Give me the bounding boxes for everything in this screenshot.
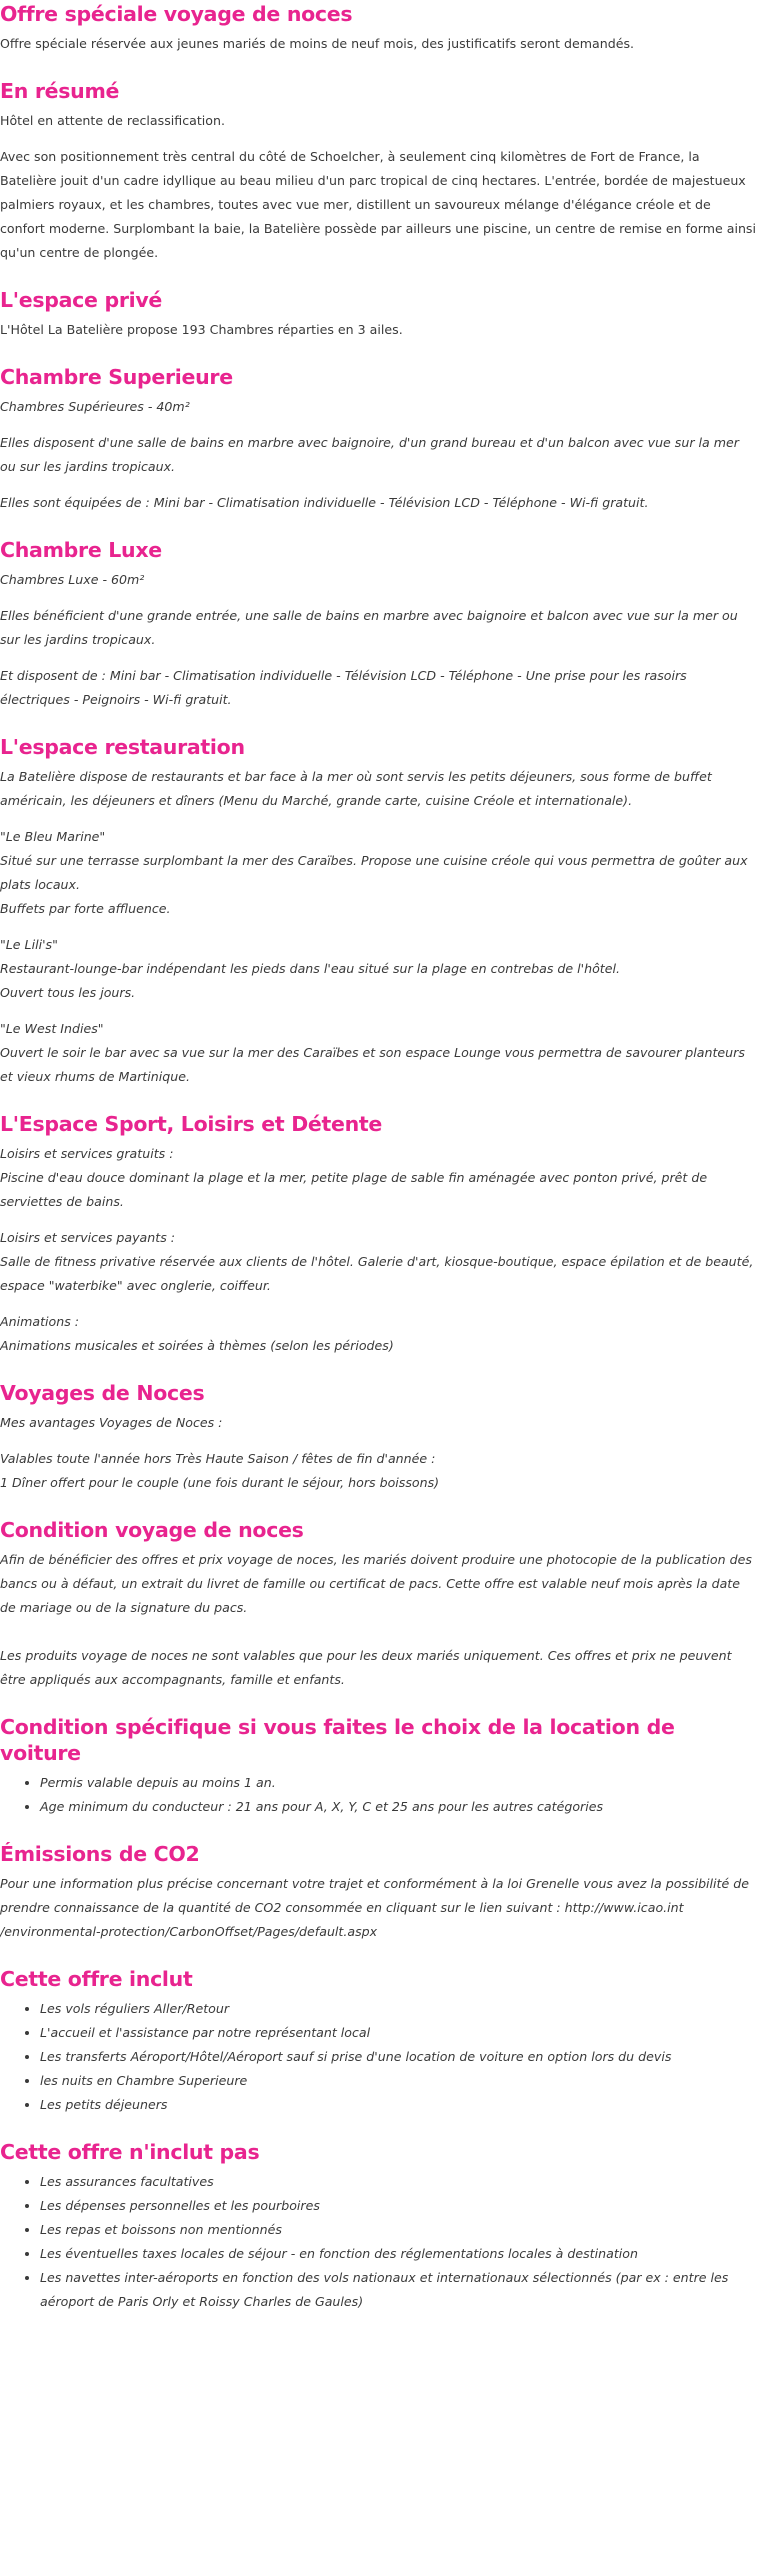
restaurant-bleu-marine xyxy=(0,825,758,921)
section-text: Avec son positionnement très central du côté de Schoelcher, à seulement cinq kilomètres de Fort de France, la Batelière jouit d'un cadre idyllique au beau milieu d'un parc tropical de cinq hectares. L'entrée, bordée de majestueux palmiers royaux, et les chambres, toutes avec vue mer, distillent un savoureux mélange d'élégance créole et de confort moderne. Surplombant la baie, la Batelière possède par ailleurs une piscine, un centre de remise en forme ainsi qu'un centre de plongée. xyxy=(0,149,756,260)
restaurant-west-indies xyxy=(0,1017,758,1089)
section-condition-noces xyxy=(0,1517,758,1692)
section-title: L'Espace Sport, Loisirs et Détente xyxy=(0,1112,383,1136)
list-item: • Les dépenses personnelles et les pourboires xyxy=(40,2194,758,2218)
leisure-label: Animations : xyxy=(0,1314,80,1329)
list-item: • Age minimum du conducteur : 21 ans pour A, X, Y, C et 25 ans pour les autres catégories xyxy=(40,1795,758,1819)
list-item: • Les transferts Aéroport/Hôtel/Aéroport sauf si prise d'une location de voiture en option lors du devis xyxy=(40,2045,758,2069)
restaurant-note: Ouvert tous les jours. xyxy=(0,985,136,1000)
leisure-animations xyxy=(0,1310,758,1358)
leisure-label: Loisirs et services payants : xyxy=(0,1230,175,1245)
list-item: • les nuits en Chambre Superieure xyxy=(40,2069,758,2093)
list-item: • L'accueil et l'assistance par notre représentant local xyxy=(40,2021,758,2045)
section-restauration xyxy=(0,734,758,1089)
section-chambre-luxe xyxy=(0,537,758,712)
list-item: • Les repas et boissons non mentionnés xyxy=(40,2218,758,2242)
section-location-voiture xyxy=(0,1714,758,1819)
section-offre-ninclut-pas xyxy=(0,2139,758,2314)
room-equipment: Elles sont équipées de : Mini bar - Climatisation individuelle - Télévision LCD - Téléphone - Wi-fi gratuit. xyxy=(0,495,649,510)
restaurant-name: "Le West Indies" xyxy=(0,1021,104,1036)
section-chambre-superieure xyxy=(0,364,758,515)
leisure-label: Loisirs et services gratuits : xyxy=(0,1146,174,1161)
leisure-text: Piscine d'eau douce dominant la plage et la mer, petite plage de sable fin aménagée avec ponton privé, prêt de serviettes de bains. xyxy=(0,1170,708,1209)
room-equipment: Et disposent de : Mini bar - Climatisation individuelle - Télévision LCD - Téléphone - Une prise pour les rasoirs électriques - Peignoirs - Wi-fi gratuit. xyxy=(0,668,687,707)
section-title: Émissions de CO2 xyxy=(0,1842,200,1866)
restaurant-name: "Le Bleu Marine" xyxy=(0,829,106,844)
leisure-free xyxy=(0,1142,758,1214)
list-item: • Permis valable depuis au moins 1 an. xyxy=(40,1771,758,1795)
room-description: Elles disposent d'une salle de bains en marbre avec baignoire, d'un grand bureau et d'un balcon avec vue sur la mer ou sur les jardins tropicaux. xyxy=(0,435,739,474)
section-offre xyxy=(0,0,758,56)
section-title: Chambre Luxe xyxy=(0,538,162,562)
list-item: • Les navettes inter-aéroports en fonction des vols nationaux et internationaux sélectionnés (par ex : entre les aéroport de Paris Orly et Roissy Charles de Gaules) xyxy=(40,2266,758,2314)
section-text: Afin de bénéficier des offres et prix voyage de noces, les mariés doivent produire une photocopie de la publication des bancs ou à défaut, un extrait du livret de famille ou certificat de pacs. Cette offre est valable neuf mois après la date de mariage ou de la signature du pacs. xyxy=(0,1552,752,1615)
section-title: Chambre Superieure xyxy=(0,365,233,389)
restaurant-name: "Le Lili's" xyxy=(0,937,58,952)
restaurant-note: Buffets par forte affluence. xyxy=(0,901,171,916)
section-sport-loisirs xyxy=(0,1111,758,1358)
section-text: Mes avantages Voyages de Noces : xyxy=(0,1415,223,1430)
room-size: Chambres Luxe - 60m² xyxy=(0,572,145,587)
included-list xyxy=(0,1997,758,2117)
restaurant-intro: La Batelière dispose de restaurants et bar face à la mer où sont servis les petits déjeuners, sous forme de buffet américain, les déjeuners et dîners (Menu du Marché, grande carte, cuisine Créole et internationale). xyxy=(0,769,712,808)
restaurant-lilis xyxy=(0,933,758,1005)
section-espace-prive xyxy=(0,287,758,342)
section-title: Cette offre inclut xyxy=(0,1967,193,1991)
section-resume xyxy=(0,78,758,265)
restaurant-description: Situé sur une terrasse surplombant la mer des Caraïbes. Propose une cuisine créole qui vous permettra de goûter aux plats locaux. xyxy=(0,853,748,892)
section-emissions-co2 xyxy=(0,1841,758,1944)
list-item: • Les vols réguliers Aller/Retour xyxy=(40,1997,758,2021)
excluded-list xyxy=(0,2170,758,2314)
list-item: • Les éventuelles taxes locales de séjour - en fonction des réglementations locales à destination xyxy=(40,2242,758,2266)
section-title: L'espace restauration xyxy=(0,735,245,759)
section-title: L'espace privé xyxy=(0,288,163,312)
section-text: L'Hôtel La Batelière propose 193 Chambres réparties en 3 ailes. xyxy=(0,322,403,337)
restaurant-description: Restaurant-lounge-bar indépendant les pieds dans l'eau situé sur la plage en contrebas de l'hôtel. xyxy=(0,961,620,976)
list-item: • Les assurances facultatives xyxy=(40,2170,758,2194)
section-voyages-de-noces xyxy=(0,1380,758,1495)
section-title: En résumé xyxy=(0,79,120,103)
section-text: Les produits voyage de noces ne sont valables que pour les deux mariés uniquement. Ces offres et prix ne peuvent être appliqués aux accompagnants, famille et enfants. xyxy=(0,1648,732,1687)
car-rental-conditions xyxy=(0,1771,758,1819)
section-text: Pour une information plus précise concernant votre trajet et conformément à la loi Grenelle vous avez la possibilité de prendre connaissance de la quantité de CO2 consommée en cliquant sur le lien suivant : http://www.icao.int /environmental-protection/CarbonOffset/Pages/default.aspx xyxy=(0,1876,749,1939)
section-title: Offre spéciale voyage de noces xyxy=(0,2,353,26)
leisure-paid xyxy=(0,1226,758,1298)
section-title: Condition voyage de noces xyxy=(0,1518,304,1542)
section-title: Condition spécifique si vous faites le choix de la location de voiture xyxy=(0,1715,675,1765)
section-text: Offre spéciale réservée aux jeunes mariés de moins de neuf mois, des justificatifs seront demandés. xyxy=(0,36,635,51)
list-item: • Les petits déjeuners xyxy=(40,2093,758,2117)
room-size: Chambres Supérieures - 40m² xyxy=(0,399,190,414)
leisure-text: Animations musicales et soirées à thèmes (selon les périodes) xyxy=(0,1338,394,1353)
leisure-text: Salle de fitness privative réservée aux clients de l'hôtel. Galerie d'art, kiosque-boutique, espace épilation et de beauté, espace "waterbike" avec onglerie, coiffeur. xyxy=(0,1254,754,1293)
honeymoon-advantage xyxy=(0,1447,758,1495)
restaurant-description: Ouvert le soir le bar avec sa vue sur la mer des Caraïbes et son espace Lounge vous permettra de savourer planteurs et vieux rhums de Martinique. xyxy=(0,1045,745,1084)
section-text: Hôtel en attente de reclassification. xyxy=(0,113,225,128)
room-description: Elles bénéficient d'une grande entrée, une salle de bains en marbre avec baignoire et balcon avec vue sur la mer ou sur les jardins tropicaux. xyxy=(0,608,738,647)
advantage-text: 1 Dîner offert pour le couple (une fois durant le séjour, hors boissons) xyxy=(0,1475,440,1490)
section-title: Voyages de Noces xyxy=(0,1381,205,1405)
section-offre-inclut xyxy=(0,1966,758,2117)
advantage-validity: Valables toute l'année hors Très Haute Saison / fêtes de fin d'année : xyxy=(0,1451,436,1466)
section-title: Cette offre n'inclut pas xyxy=(0,2140,260,2164)
